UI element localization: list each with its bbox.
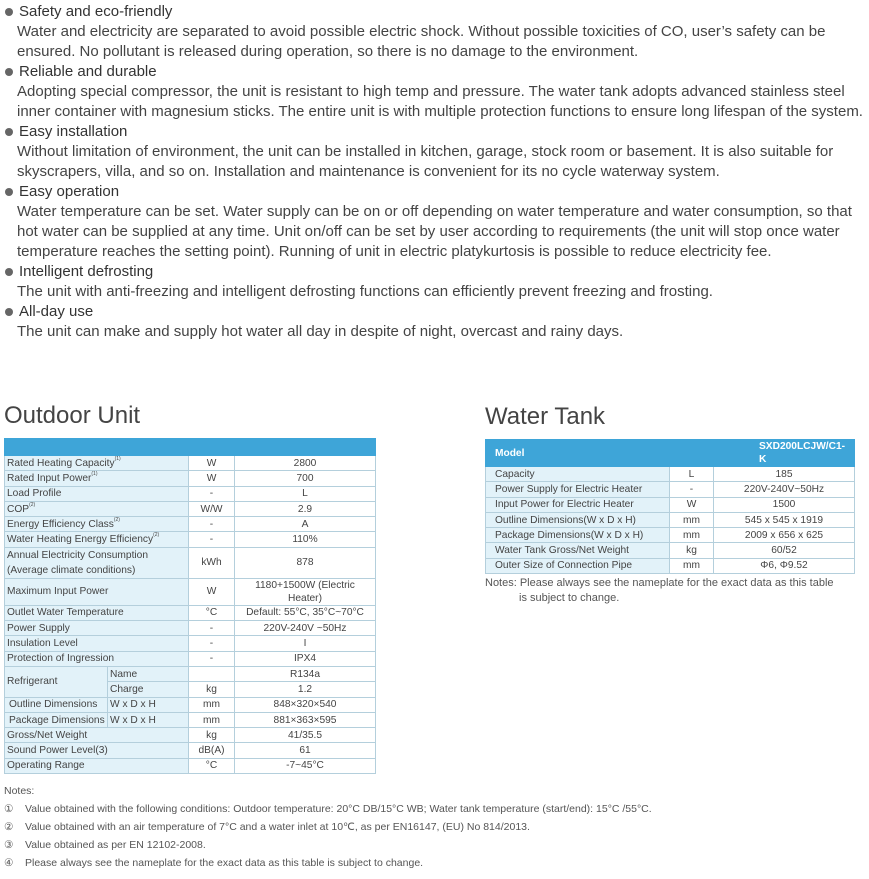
feature-description: The unit can make and supply hot water all day in despite of night, overcast and rainy days. bbox=[17, 323, 624, 340]
spec-unit: mm bbox=[670, 512, 714, 527]
feature-title: Safety and eco-friendly bbox=[4, 2, 864, 22]
spec-value: 878 bbox=[235, 547, 376, 578]
spec-label: Load Profile bbox=[5, 486, 189, 501]
footnotes-title: Notes: bbox=[4, 785, 35, 797]
spec-unit: kWh bbox=[189, 547, 235, 578]
feature-item bbox=[4, 62, 864, 122]
feature-list bbox=[4, 2, 864, 342]
spec-unit: W/W bbox=[189, 501, 235, 516]
spec-value: 220V-240V ~50Hz bbox=[235, 621, 376, 636]
spec-unit: - bbox=[189, 517, 235, 532]
spec-unit: - bbox=[670, 482, 714, 497]
table-row bbox=[5, 456, 376, 471]
spec-unit: mm bbox=[189, 697, 235, 712]
feature-title: Easy operation bbox=[4, 182, 864, 202]
spec-unit: mm bbox=[189, 712, 235, 727]
spec-value: 2800 bbox=[235, 456, 376, 471]
spec-label: Rated Input Power$^{(1)}$ bbox=[5, 471, 189, 486]
spec-label: Power Supply for Electric Heater bbox=[486, 482, 670, 497]
table-row bbox=[5, 621, 376, 636]
table-row bbox=[5, 471, 376, 486]
table-row bbox=[5, 486, 376, 501]
spec-label: Outline Dimensions bbox=[5, 697, 108, 712]
feature-item bbox=[4, 122, 864, 182]
spec-unit: W bbox=[189, 471, 235, 486]
feature-title: Intelligent defrosting bbox=[4, 262, 864, 282]
spec-unit: °C bbox=[189, 605, 235, 620]
bullet-icon bbox=[5, 188, 13, 196]
spec-label: Refrigerant bbox=[5, 666, 108, 697]
table-row bbox=[5, 651, 376, 666]
table-row bbox=[5, 743, 376, 758]
feature-item bbox=[4, 182, 864, 262]
spec-value: 881×363×595 bbox=[235, 712, 376, 727]
bullet-icon bbox=[5, 268, 13, 276]
spec-value: 848×320×540 bbox=[235, 697, 376, 712]
spec-label: Outer Size of Connection Pipe bbox=[486, 558, 670, 573]
spec-unit: - bbox=[189, 651, 235, 666]
table-row bbox=[5, 666, 376, 681]
model-value: SXD200LCJW/C1-K bbox=[714, 440, 855, 467]
spec-unit: - bbox=[189, 532, 235, 547]
spec-value: 110% bbox=[235, 532, 376, 547]
spec-label: Package Dimensions(W x D x H) bbox=[486, 528, 670, 543]
footnote-item: ② Value obtained with an air temperature of 7°C and a water inlet at 10℃, as per EN16147, (EU) No 814/2013. bbox=[4, 821, 530, 833]
spec-value: IPX4 bbox=[235, 651, 376, 666]
spec-value: 2.9 bbox=[235, 501, 376, 516]
spec-label: Capacity bbox=[486, 467, 670, 482]
spec-value: 41/35.5 bbox=[235, 728, 376, 743]
bullet-icon bbox=[5, 68, 13, 76]
spec-sublabel: Charge bbox=[108, 682, 189, 697]
outdoor-unit-heading: Outdoor Unit bbox=[4, 402, 141, 429]
feature-item bbox=[4, 262, 864, 302]
spec-label: Rated Heating Capacity$^{(1)}$ bbox=[5, 456, 189, 471]
spec-value: 61 bbox=[235, 743, 376, 758]
spec-label: Sound Power Level(3) bbox=[5, 743, 189, 758]
feature-description: Without limitation of environment, the unit can be installed in kitchen, garage, stock room or basement. It is also suitable for skyscrapers, villa, and so on. Installation and maintenance is convenient for its no cycle waterway system. bbox=[17, 143, 834, 180]
spec-value: 2009 x 656 x 625 bbox=[714, 528, 855, 543]
spec-unit: - bbox=[189, 636, 235, 651]
table-row bbox=[5, 501, 376, 516]
spec-label: Insulation Level bbox=[5, 636, 189, 651]
table-row bbox=[486, 497, 855, 512]
spec-unit: dB(A) bbox=[189, 743, 235, 758]
water-tank-heading: Water Tank bbox=[485, 403, 606, 430]
spec-label: Power Supply bbox=[5, 621, 189, 636]
bullet-icon bbox=[5, 8, 13, 16]
table-row bbox=[486, 482, 855, 497]
table-row bbox=[5, 636, 376, 651]
footnote-item: ① Value obtained with the following conditions: Outdoor temperature: 20°C DB/15°C WB; Water tank temperature (start/end): 15°C /55°C. bbox=[4, 803, 652, 815]
spec-sublabel: W x D x H bbox=[108, 712, 189, 727]
spec-value: 185 bbox=[714, 467, 855, 482]
spec-label: Outline Dimensions(W x D x H) bbox=[486, 512, 670, 527]
spec-label: Energy Efficiency Class$^{(2)}$ bbox=[5, 517, 189, 532]
spec-value: I bbox=[235, 636, 376, 651]
feature-description: Water temperature can be set. Water supply can be on or off depending on water temperature and water consumption, so that hot water can be supplied at any time. Unit on/off can be set by user according to requirements (the unit will stop once water temperature reaches the setting point). Running of unit in electric platykurtosis is possible to reduce electricity fee. bbox=[17, 203, 852, 260]
table-header-row bbox=[5, 439, 376, 456]
table-row bbox=[5, 712, 376, 727]
spec-value: A bbox=[235, 517, 376, 532]
spec-label: Water Tank Gross/Net Weight bbox=[486, 543, 670, 558]
spec-unit: kg bbox=[189, 682, 235, 697]
table-row bbox=[486, 558, 855, 573]
table-row bbox=[5, 578, 376, 605]
spec-value: Φ6, Φ9.52 bbox=[714, 558, 855, 573]
spec-value: Default: 55°C, 35°C~70°C bbox=[235, 605, 376, 620]
outdoor-unit-spec-table bbox=[4, 438, 376, 774]
model-label: Model bbox=[486, 440, 714, 467]
spec-label: Gross/Net Weight bbox=[5, 728, 189, 743]
footnote-item: ③ Value obtained as per EN 12102-2008. bbox=[4, 839, 206, 851]
spec-label: COP$^{(2)}$ bbox=[5, 501, 189, 516]
table-row bbox=[5, 728, 376, 743]
table-row bbox=[5, 547, 376, 578]
table-row bbox=[486, 467, 855, 482]
table-row bbox=[5, 758, 376, 773]
bullet-icon bbox=[5, 128, 13, 136]
feature-description: Adopting special compressor, the unit is resistant to high temp and pressure. The water tank adopts advanced stainless steel inner container with magnesium sticks. The entire unit is with multiple protection functions to ensure long lifespan of the system. bbox=[17, 83, 863, 120]
water-tank-spec-table bbox=[485, 439, 855, 574]
spec-label: Maximum Input Power bbox=[5, 578, 189, 605]
spec-label: Outlet Water Temperature bbox=[5, 605, 189, 620]
footnote-item: ④ Please always see the nameplate for the exact data as this table is subject to change. bbox=[4, 857, 424, 869]
spec-value: 60/52 bbox=[714, 543, 855, 558]
spec-sublabel: W x D x H bbox=[108, 697, 189, 712]
spec-value: 1180+1500W (Electric Heater) bbox=[235, 578, 376, 605]
spec-label: Package Dimensions bbox=[5, 712, 108, 727]
spec-sublabel: Name bbox=[108, 666, 189, 681]
spec-label: Operating Range bbox=[5, 758, 189, 773]
spec-label: Protection of Ingression bbox=[5, 651, 189, 666]
spec-unit: W bbox=[670, 497, 714, 512]
bullet-icon bbox=[5, 308, 13, 316]
spec-unit: kg bbox=[670, 543, 714, 558]
spec-unit: - bbox=[189, 621, 235, 636]
spec-unit: °C bbox=[189, 758, 235, 773]
spec-unit bbox=[189, 666, 235, 681]
feature-title: Reliable and durable bbox=[4, 62, 864, 82]
spec-unit: W bbox=[189, 456, 235, 471]
spec-value: L bbox=[235, 486, 376, 501]
spec-value: 700 bbox=[235, 471, 376, 486]
spec-label: Water Heating Energy Efficiency$^{(2)}$ bbox=[5, 532, 189, 547]
spec-value: 220V-240V~50Hz bbox=[714, 482, 855, 497]
table-row bbox=[486, 543, 855, 558]
spec-value: R134a bbox=[235, 666, 376, 681]
table-row bbox=[5, 697, 376, 712]
spec-unit: W bbox=[189, 578, 235, 605]
table-row bbox=[486, 528, 855, 543]
table-row bbox=[5, 605, 376, 620]
table-row bbox=[5, 517, 376, 532]
table-row bbox=[486, 512, 855, 527]
table-header-row bbox=[486, 440, 855, 467]
footnotes bbox=[4, 782, 652, 872]
spec-unit: mm bbox=[670, 528, 714, 543]
feature-title: All-day use bbox=[4, 302, 864, 322]
spec-value: 1500 bbox=[714, 497, 855, 512]
feature-description: The unit with anti-freezing and intelligent defrosting functions can efficiently prevent freezing and frosting. bbox=[17, 283, 713, 300]
spec-value: 1.2 bbox=[235, 682, 376, 697]
spec-unit: mm bbox=[670, 558, 714, 573]
spec-unit: - bbox=[189, 486, 235, 501]
spec-value: 545 x 545 x 1919 bbox=[714, 512, 855, 527]
spec-label: Annual Electricity Consumption (Average climate conditions) bbox=[5, 547, 189, 578]
spec-unit: kg bbox=[189, 728, 235, 743]
feature-item bbox=[4, 2, 864, 62]
feature-description: Water and electricity are separated to avoid possible electric shock. Without possible toxicities of CO, user’s safety can be ensured. No pollutant is released during operation, so there is no damage to the environment. bbox=[17, 23, 826, 60]
water-tank-note: Notes: Please always see the nameplate for the exact data as this table is subject to change. bbox=[485, 577, 834, 604]
spec-label: Input Power for Electric Heater bbox=[486, 497, 670, 512]
feature-item bbox=[4, 302, 864, 342]
spec-value: -7~45°C bbox=[235, 758, 376, 773]
spec-unit: L bbox=[670, 467, 714, 482]
feature-title: Easy installation bbox=[4, 122, 864, 142]
table-row bbox=[5, 532, 376, 547]
